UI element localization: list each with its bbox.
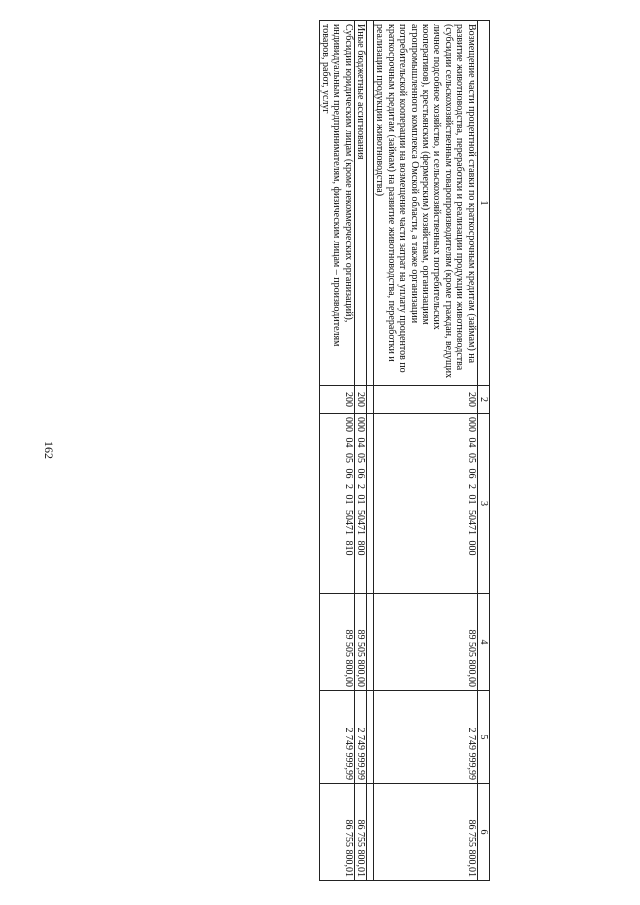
table-row — [374, 21, 478, 881]
rotated-page-content — [90, 20, 490, 880]
row-col4-value: 89 505 800,00 — [354, 594, 366, 691]
row-name: Иные бюджетные ассигнования — [354, 21, 366, 386]
row-classification-code: 000 04 05 06 2 01 50471 810 — [319, 414, 354, 594]
row-col6-value: 86 755 800,01 — [354, 784, 366, 881]
header-col-4: 4 — [477, 594, 489, 691]
row-col6-value: 86 755 800,01 — [319, 784, 354, 881]
table-row — [354, 21, 366, 881]
page-number: 162 — [42, 441, 56, 459]
table-row — [319, 21, 354, 881]
header-col-3: 3 — [477, 414, 489, 594]
row-name: Возмещение части процентной ставки по краткосрочным кредитам (займам) на развитие животноводства, переработки и реализации продукции животноводства (субсидии сельскохозяйственным товаропроизводителям (кроме граждан, ведущих личное подсобное хозяйство, и сельскохозяйственных потребительских кооперативов), крестьянским (фермерским) хозяйствам, организациям агропромышленного комплекса Омской области, а также организации потребительской кооперации на возмещение части затрат на уплату процентов по краткосрочным кредитам (займам) на развитие животноводства, переработки и реализации продукции животноводства) — [374, 21, 478, 386]
row-col4-value: 89 505 800,00 — [319, 594, 354, 691]
row-name: Субсидии юридическим лицам (кроме некоммерческих организаций), индивидуальным предпринимателям, физическим лицам – производителям товаров, работ, услуг — [319, 21, 354, 386]
row-col5-value: 2 749 999,99 — [374, 691, 478, 784]
budget-table — [319, 20, 490, 881]
row-admin-code: 200 — [354, 386, 366, 414]
row-col5-value: 2 749 999,99 — [319, 691, 354, 784]
row-col4-value: 89 505 800,00 — [374, 594, 478, 691]
row-classification-code: 000 04 05 06 2 01 50471 800 — [354, 414, 366, 594]
row-classification-code: 000 04 05 06 2 01 50471 000 — [374, 414, 478, 594]
table-spacer-row — [367, 21, 374, 881]
row-col6-value: 86 755 800,01 — [374, 784, 478, 881]
row-admin-code: 200 — [319, 386, 354, 414]
row-admin-code: 200 — [374, 386, 478, 414]
table-header-row — [477, 21, 489, 881]
header-col-5: 5 — [477, 691, 489, 784]
header-col-1: 1 — [477, 21, 489, 386]
row-col5-value: 2 749 999,99 — [354, 691, 366, 784]
header-col-6: 6 — [477, 784, 489, 881]
header-col-2: 2 — [477, 386, 489, 414]
